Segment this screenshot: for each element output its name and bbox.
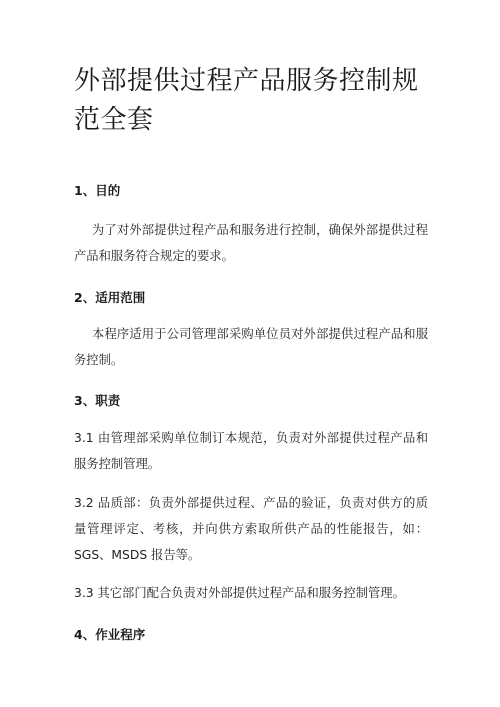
- section-heading-scope: 2、适用范围: [74, 290, 146, 305]
- paragraph-responsibility-3-1: 3.1 由管理部采购单位制订本规范，负责对外部提供过程产品和服务控制管理。: [74, 431, 428, 471]
- paragraph-responsibility-3-3: 3.3 其它部门配合负责对外部提供过程产品和服务控制管理。: [74, 586, 405, 600]
- section-heading-procedure: 4、作业程序: [74, 627, 146, 642]
- document-title: 外部提供过程产品服务控制规范全套: [74, 66, 419, 135]
- section-heading-purpose: 1、目的: [74, 183, 121, 198]
- paragraph-purpose: 为了对外部提供过程产品和服务进行控制，确保外部提供过程产品和服务符合规定的要求。: [74, 223, 428, 263]
- section-heading-responsibilities: 3、职责: [74, 393, 121, 408]
- paragraph-responsibility-3-2: 3.2 品质部：负责外部提供过程、产品的验证，负责对供方的质量管理评定、考核，并向供方索取所供产品的性能报告，如：SGS、MSDS 报告等。: [74, 496, 428, 562]
- paragraph-scope: 本程序适用于公司管理部采购单位员对外部提供过程产品和服务控制。: [74, 327, 428, 367]
